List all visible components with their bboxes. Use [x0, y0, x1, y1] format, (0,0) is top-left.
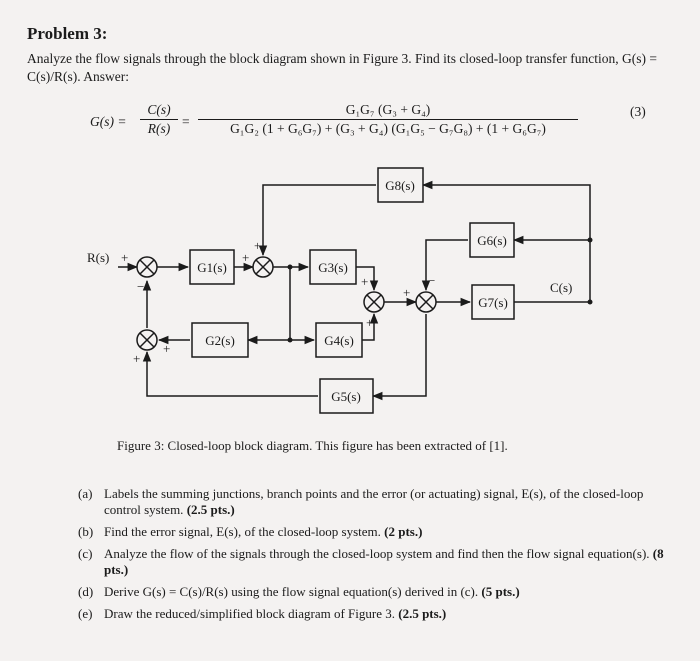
- sign-plus: +: [242, 250, 250, 265]
- block-g3-label: G3(s): [318, 260, 348, 275]
- block-g4-label: G4(s): [324, 333, 354, 348]
- block-g2-label: G2(s): [205, 333, 235, 348]
- block-g7-label: G7(s): [478, 295, 508, 310]
- problem-heading: Problem 3:: [27, 24, 108, 43]
- task-points: (2.5 pts.): [186, 502, 235, 517]
- sign-plus: +: [133, 351, 141, 366]
- signal-line: [373, 314, 426, 396]
- branch-point: [288, 265, 293, 270]
- output-label: C(s): [550, 280, 573, 295]
- block-g5-label: G5(s): [331, 389, 361, 404]
- equation-frac1-numerator: C(s): [147, 102, 171, 117]
- task-label: (e): [78, 606, 93, 621]
- task-points: (5 pts.): [481, 584, 520, 599]
- sign-plus: +: [254, 238, 262, 253]
- task-label: (d): [78, 584, 94, 599]
- task-text: Derive G(s) = C(s)/R(s) using the flow signal equation(s) derived in (c).: [104, 584, 479, 599]
- equation-denominator: G₁G₂ (1 + G₆G₇) + (G₃ + G₄) (G₁G₅ − G₇G₈) + (1 + G₆G₇): [230, 121, 546, 136]
- task-label: (a): [78, 486, 93, 501]
- sign-plus: +: [121, 250, 129, 265]
- summing-junction-1: [137, 257, 157, 277]
- task-item: [78, 606, 678, 622]
- branch-point: [288, 338, 293, 343]
- equation-equals: =: [182, 114, 190, 129]
- signal-line: [147, 352, 318, 396]
- task-text: Labels the summing junctions, branch points and the error (or actuating) signal, E(s), of the closed-loop control system.: [104, 486, 644, 517]
- branch-point: [588, 300, 593, 305]
- sign-plus: +: [366, 315, 374, 330]
- sign-plus: +: [361, 274, 369, 289]
- task-item: [78, 486, 678, 518]
- equation-tag: (3): [630, 104, 646, 119]
- figure-caption: Figure 3: Closed-loop block diagram. This figure has been extracted of [1].: [117, 438, 508, 453]
- task-points: (2 pts.): [384, 524, 423, 539]
- sign-plus: +: [403, 285, 411, 300]
- summing-junction-4: [364, 292, 384, 312]
- task-item: [78, 584, 678, 600]
- signal-line: [263, 185, 376, 255]
- task-label: (b): [78, 524, 94, 539]
- signal-line: [248, 267, 290, 340]
- block-g8-label: G8(s): [385, 178, 415, 193]
- block-g1-label: G1(s): [197, 260, 227, 275]
- equation-lhs: G(s) =: [90, 114, 127, 129]
- equation-numerator: G₁G₇ (G₃ + G₄): [345, 102, 431, 117]
- sign-minus: −: [137, 279, 145, 294]
- summing-junction-5: [416, 292, 436, 312]
- input-label: R(s): [87, 250, 110, 265]
- task-label: (c): [78, 546, 93, 561]
- task-list: [78, 486, 678, 628]
- task-text: Draw the reduced/simplified block diagram of Figure 3.: [104, 606, 395, 621]
- summing-junction-2: [253, 257, 273, 277]
- block-g6-label: G6(s): [477, 233, 507, 248]
- task-text: Analyze the flow of the signals through the closed-loop system and find then the flow signal equation(s).: [104, 546, 650, 561]
- task-text: Find the error signal, E(s), of the closed-loop system.: [104, 524, 381, 539]
- task-item: [78, 524, 678, 540]
- task-points: (8 pts.): [104, 546, 664, 577]
- task-item: [78, 546, 678, 578]
- summing-junction-3: [137, 330, 157, 350]
- task-points: (2.5 pts.): [398, 606, 447, 621]
- sign-minus: −: [428, 273, 436, 288]
- sign-plus: +: [163, 341, 171, 356]
- problem-intro: Analyze the flow signals through the block diagram shown in Figure 3. Find its closed-loop transfer function, G(s) = C(s)/R(s). Answer:: [27, 51, 657, 84]
- equation-frac1-denominator: R(s): [147, 121, 171, 136]
- branch-point: [588, 238, 593, 243]
